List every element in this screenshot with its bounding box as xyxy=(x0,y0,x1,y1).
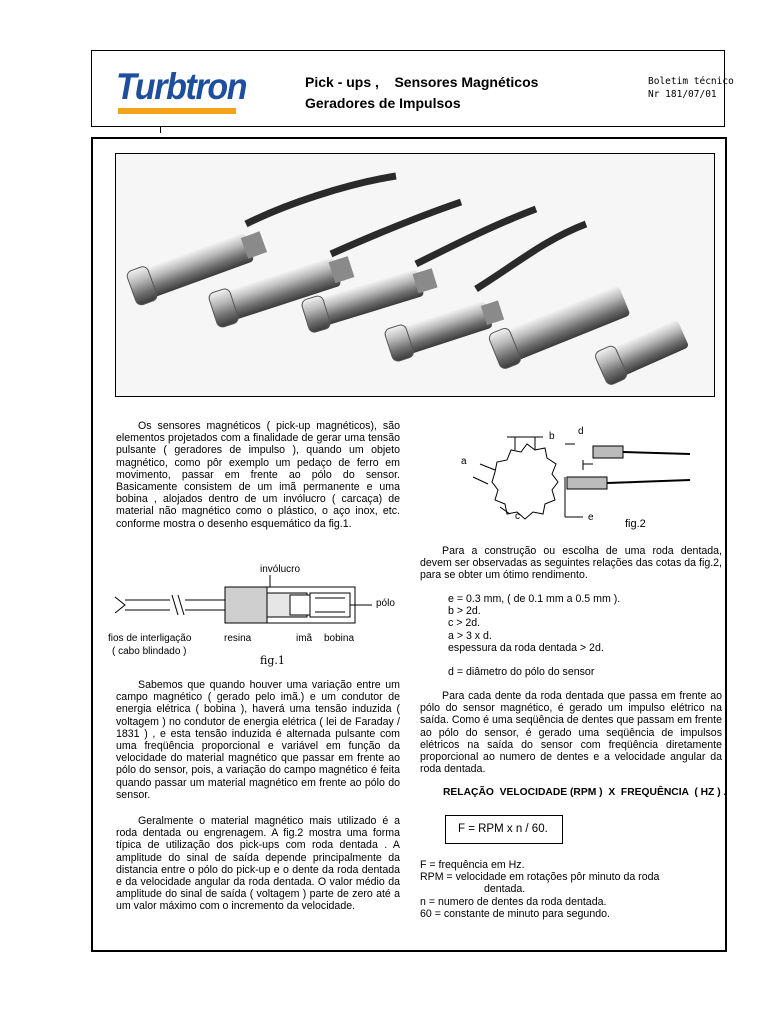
pickup-sensors-image xyxy=(116,154,714,396)
bulletin-label: Boletim técnico xyxy=(648,76,734,87)
label-polo: pólo xyxy=(376,598,395,609)
gear-sensor-diagram xyxy=(455,422,705,532)
definition-item: n = numero de dentes da roda dentada. xyxy=(420,895,607,908)
paragraph-gear-usage: Geralmente o material magnético mais utilizado é a roda dentada ou engrenagem. A fig.2 mostra uma forma típica de utilização dos pick-ups com roda dentada . A amplitude do sinal de saída depende principalmente da distancia entre o pólo do pick-up e o dente da roda dentada e da velocidade angular da roda dentada. O valor médio da amplitude do sinal de saída ( voltagem ) parte de zero até a um valor máximo com o incremento da velocidade. xyxy=(116,815,400,913)
relation-item: e = 0.3 mm, ( de 0.1 mm a 0.5 mm ). xyxy=(448,593,621,605)
bulletin-info xyxy=(648,75,734,101)
fig2-caption: fig.2 xyxy=(625,518,646,530)
fig1-caption: fig.1 xyxy=(260,654,285,667)
tick-mark xyxy=(160,127,161,133)
relation-item: espessura da roda dentada > 2d. xyxy=(448,641,604,654)
label-involucro: invólucro xyxy=(260,564,301,575)
label-cabo: ( cabo blindado ) xyxy=(112,646,187,657)
sensors-photo xyxy=(115,153,715,397)
label-ima: imã xyxy=(296,633,313,644)
relation-item: c > 2d. xyxy=(448,617,481,630)
document-title: Pick - ups , Sensores Magnéticos xyxy=(305,74,539,90)
definition-item: RPM = velocidade em rotações pôr minuto da roda xyxy=(420,871,660,884)
document-subtitle: Geradores de Impulsos xyxy=(305,95,461,111)
relation-item: b > 2d. xyxy=(448,605,481,618)
figure-1 xyxy=(110,565,400,670)
intro-paragraph: Os sensores magnéticos ( pick-up magnéticos), são elementos projetados com a finalidade de gerar uma tensão pulsante ( geradores de impulso ), quando um objeto magnético, como pôr exemplo um pedaço de ferro em movimento, passar em frente ao pólo do sensor. Basicamente consistem de um imã permanente e uma bobina , alojados dentro de um invólucro ( carcaça) de material não magnético como o plástico, o aço inox, etc. conforme mostra o desenho esquemático da fig.1. xyxy=(116,420,400,530)
turbtron-logo: Turbtron xyxy=(116,66,247,107)
relation-item: a > 3 x d. xyxy=(448,629,492,642)
definition-item: F = frequência em Hz. xyxy=(420,859,525,871)
label-c: c xyxy=(515,511,520,522)
figure-2 xyxy=(455,422,705,532)
bulletin-number: Nr 181/07/01 xyxy=(648,89,717,100)
definitions-list xyxy=(420,859,720,920)
label-d: d xyxy=(578,426,584,437)
relations-list xyxy=(448,593,718,654)
paragraph-tooth-pulse: Para cada dente da roda dentada que passa em frente ao pólo do sensor magnético, é gerado um impulso elétrico na saída. Como é uma seqüência de dentes que passam em frente ao pólo do sensor, é gerado uma seqüência de impulsos elétricos na saída do sensor com freqüência diretamente proporcional ao numero de dentes e a velocidade angular da roda dentada. xyxy=(420,690,722,776)
d-definition: d = diâmetro do pólo do sensor xyxy=(448,666,595,678)
relation-heading: RELAÇÃO VELOCIDADE (RPM ) X FREQUÊNCIA ( HZ ) . xyxy=(443,787,727,798)
definition-item: dentada. xyxy=(484,883,526,896)
paragraph-faraday: Sabemos que quando houver uma variação entre um campo magnético ( gerado pelo imã.) e um condutor de energia elétrica ( bobina ), haverá uma tensão induzida ( voltagem ) no condutor de energia elétrica ( lei de Faraday / 1831 ) , e esta tensão induzida é alternada pulsante com uma freqüência proporcional e variável em função da velocidade do material magnético que passar em frente ao pólo do sensor, pois, a variação do campo magnético é feita quando passar um material magnético em frente ao pólo do sensor. xyxy=(116,679,400,801)
label-bobina: bobina xyxy=(324,633,355,644)
formula-box: F = RPM x n / 60. xyxy=(445,815,563,844)
logo-underline xyxy=(118,108,236,114)
definition-item: 60 = constante de minuto para segundo. xyxy=(420,907,610,920)
label-fios: fios de interligação xyxy=(108,633,192,644)
label-a: a xyxy=(461,456,467,467)
label-b: b xyxy=(549,431,555,442)
paragraph-gear-construction: Para a construção ou escolha de uma roda dentada, devem ser observadas as seguintes relações das cotas da fig.2, para se obter um ótimo rendimento. xyxy=(420,545,722,582)
label-e: e xyxy=(588,512,594,523)
label-resina: resina xyxy=(224,633,252,644)
